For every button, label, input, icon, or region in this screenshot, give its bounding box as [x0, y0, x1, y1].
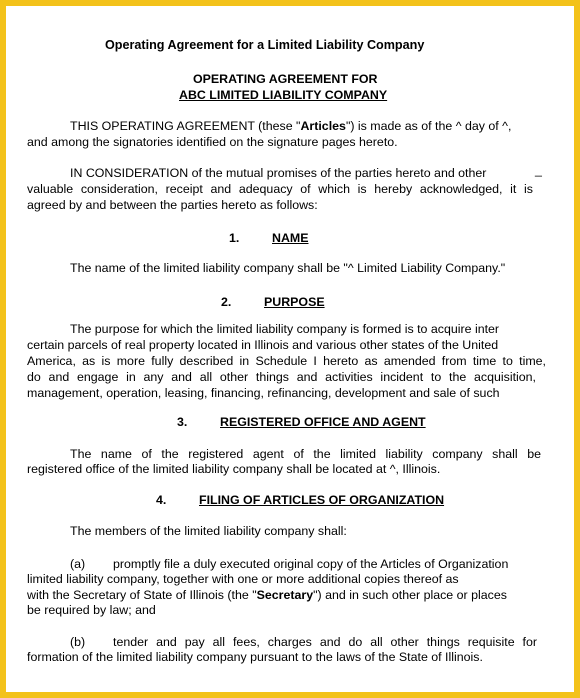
registered-line-2: registered office of the limited liability company shall be located at ^, Illinois.	[27, 462, 441, 476]
section-number: 3.	[177, 415, 188, 429]
intro-line-2: and among the signatories identified on the signature pages hereto.	[27, 135, 398, 149]
section-title: FILING OF ARTICLES OF ORGANIZATION	[199, 493, 445, 507]
agreement-title-line1: OPERATING AGREEMENT FOR	[193, 72, 378, 86]
registered-line-1: The name of the registered agent of the limited liability company shall be	[70, 447, 541, 461]
section-number: 1.	[229, 231, 240, 245]
purpose-line-4: do and engage in any and all other things and activities incident to the acquisition,	[27, 370, 536, 384]
section-number: 2.	[221, 295, 232, 309]
clause-a-label: (a)	[70, 557, 86, 571]
filing-intro: The members of the limited liability company shall:	[70, 524, 347, 538]
section-title: NAME	[272, 231, 309, 245]
name-text: The name of the limited liability company shall be "^ Limited Liability Company."	[70, 261, 506, 275]
consideration-mark: _	[535, 163, 542, 177]
section-title: PURPOSE	[264, 295, 325, 309]
purpose-line-2: certain parcels of real property located in Illinois and various other states of the United	[27, 338, 499, 352]
section-title: REGISTERED OFFICE AND AGENT	[220, 415, 426, 429]
clause-a-line-2: limited liability company, together with one or more additional copies thereof as	[27, 572, 459, 586]
consideration-line-2: valuable consideration, receipt and adequacy of which is hereby acknowledged, it is	[27, 182, 533, 196]
document-page	[6, 6, 574, 692]
clause-b-line-2: formation of the limited liability company pursuant to the laws of the State of Illinois.	[27, 650, 483, 664]
clause-b-label: (b)	[70, 635, 86, 649]
purpose-line-3: America, as is more fully described in Schedule I hereto as amended from time to time,	[27, 354, 546, 368]
intro-line-1: THIS OPERATING AGREEMENT (these "Articles") is made as of the ^ day of ^,	[70, 119, 512, 133]
consideration-line-1: IN CONSIDERATION of the mutual promises of the parties hereto and other	[70, 166, 487, 180]
clause-a-line-3: with the Secretary of State of Illinois (the "Secretary") and in such other place or places	[27, 588, 507, 602]
document-title: Operating Agreement for a Limited Liability Company	[105, 38, 425, 52]
consideration-line-3: agreed by and between the parties hereto as follows:	[27, 198, 318, 212]
purpose-line-5: management, operation, leasing, financing, refinancing, development and sale of such	[27, 386, 500, 400]
purpose-line-1: The purpose for which the limited liability company is formed is to acquire inter	[70, 322, 500, 336]
agreement-title-line2: ABC LIMITED LIABILITY COMPANY	[179, 88, 388, 102]
clause-a-line-1: promptly file a duly executed original copy of the Articles of Organization	[113, 557, 509, 571]
clause-a-line-4: be required by law; and	[27, 603, 156, 617]
clause-b-line-1: tender and pay all fees, charges and do all other things requisite for	[113, 635, 537, 649]
section-number: 4.	[156, 493, 167, 507]
